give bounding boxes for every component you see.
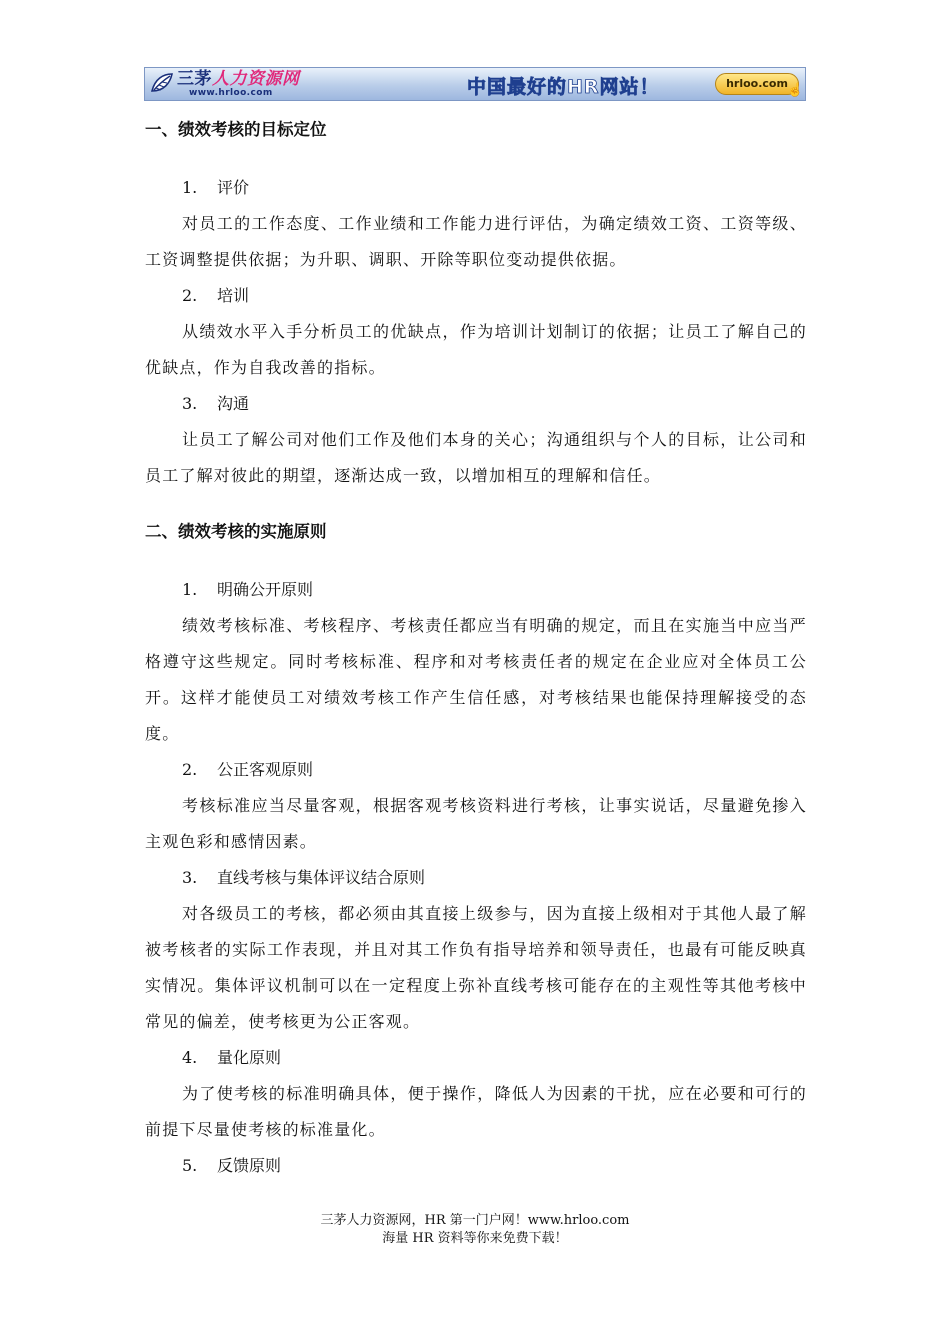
item-paragraph: 对员工的工作态度、工作业绩和工作能力进行评估，为确定绩效工资、工资等级、工资调整提供依据；为升职、调职、开除等职位变动提供依据。 [145,214,807,269]
logo-name-part-a: 三茅 [177,69,212,89]
item-title: 沟通 [217,394,250,413]
page-footer [0,1212,950,1248]
list-item-heading [145,386,807,422]
banner-slogan: 中国最好的HR网站！ [467,76,660,98]
item-number: 1. [182,580,198,599]
leaf-logo-icon [149,71,175,97]
header-banner[interactable] [144,67,806,101]
list-item-heading [145,1040,807,1076]
item-title: 反馈原则 [217,1156,282,1175]
item-number: 5. [182,1156,198,1175]
document-body [145,112,807,1184]
item-paragraph: 绩效考核标准、考核程序、考核责任都应当有明确的规定，而且在实施当中应当严格遵守这些规定。同时考核标准、程序和对考核责任者的规定在企业应对全体员工公开。这样才能使员工对绩效考核工作产生信任感，对考核结果也能保持理解接受的态度。 [145,616,807,743]
item-number: 2. [182,760,198,779]
item-paragraph: 让员工了解公司对他们工作及他们本身的关心；沟通组织与个人的目标，让公司和员工了解对彼此的期望，逐渐达成一致，以增加相互的理解和信任。 [145,430,807,485]
site-logo-name [177,69,300,89]
item-title: 直线考核与集体评议结合原则 [217,868,426,887]
footer-line-1: 三茅人力资源网，HR 第一门户网！www.hrloo.com [320,1213,630,1228]
logo-name-part-b: 人力资源网 [212,69,300,89]
item-number: 2. [182,286,198,305]
hand-pointer-icon: ☝ [787,83,804,98]
list-item-heading [145,1148,807,1184]
item-title: 评价 [217,178,250,197]
list-item-heading [145,752,807,788]
list-item-heading [145,860,807,896]
item-title: 量化原则 [217,1048,282,1067]
item-number: 1. [182,178,198,197]
logo-url: www.hrloo.com [189,88,273,98]
item-number: 3. [182,394,198,413]
hrloo-link-button[interactable]: hrloo.com [715,73,799,95]
item-number: 4. [182,1048,198,1067]
list-item-heading [145,170,807,206]
item-title: 公正客观原则 [217,760,314,779]
item-number: 3. [182,868,198,887]
list-item-heading [145,278,807,314]
item-title: 明确公开原则 [217,580,314,599]
footer-line-2: 海量 HR 资料等你来免费下载！ [382,1231,568,1246]
item-paragraph: 考核标准应当尽量客观，根据客观考核资料进行考核，让事实说话，尽量避免掺入主观色彩和感情因素。 [145,796,807,851]
item-paragraph: 从绩效水平入手分析员工的优缺点，作为培训计划制订的依据；让员工了解自己的优缺点，作为自我改善的指标。 [145,322,807,377]
item-title: 培训 [217,286,250,305]
section-heading: 二、绩效考核的实施原则 [145,522,327,541]
list-item-heading [145,572,807,608]
item-paragraph: 为了使考核的标准明确具体，便于操作，降低人为因素的干扰，应在必要和可行的前提下尽量使考核的标准量化。 [145,1084,807,1139]
section-heading: 一、绩效考核的目标定位 [145,120,327,139]
item-paragraph: 对各级员工的考核，都必须由其直接上级参与，因为直接上级相对于其他人最了解被考核者的实际工作表现，并且对其工作负有指导培养和领导责任，也最有可能反映真实情况。集体评议机制可以在一定程度上弥补直线考核可能存在的主观性等其他考核中常见的偏差，使考核更为公正客观。 [145,904,807,1031]
